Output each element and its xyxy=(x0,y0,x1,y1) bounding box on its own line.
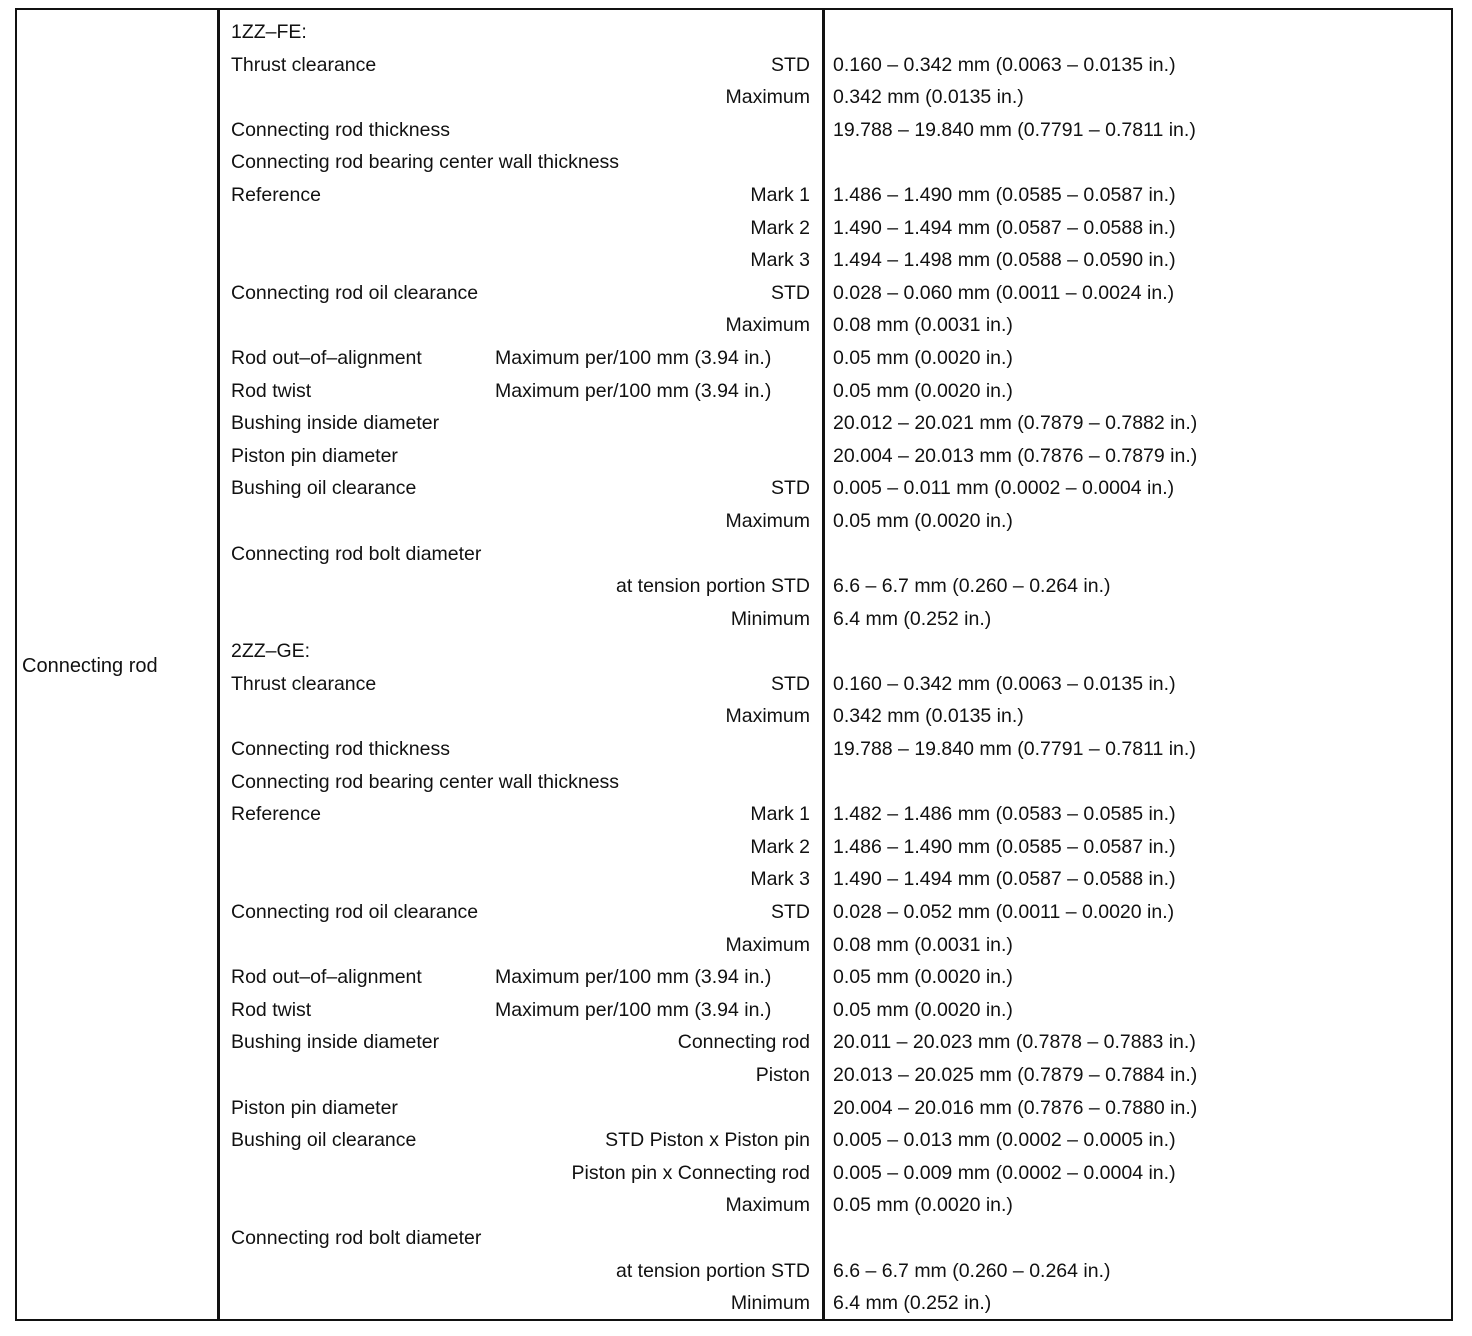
spec-value: 20.004 – 20.016 mm (0.7876 – 0.7880 in.) xyxy=(833,1096,1198,1119)
spec-condition: Maximum xyxy=(725,933,810,956)
spec-value: 6.6 – 6.7 mm (0.260 – 0.264 in.) xyxy=(833,575,1111,598)
spec-condition: STD xyxy=(771,477,810,500)
spec-value: 6.4 mm (0.252 in.) xyxy=(833,607,992,630)
spec-row xyxy=(221,994,1446,1027)
spec-label: Rod out–of–alignment xyxy=(231,346,422,369)
spec-label: Connecting rod thickness xyxy=(231,118,450,141)
spec-label: Rod out–of–alignment xyxy=(231,966,422,989)
spec-row xyxy=(221,179,1446,212)
spec-label: Connecting rod bolt diameter xyxy=(231,542,482,565)
spec-condition: STD xyxy=(771,53,810,76)
spec-row xyxy=(221,244,1446,277)
spec-row xyxy=(221,16,1446,49)
spec-value: 19.788 – 19.840 mm (0.7791 – 0.7811 in.) xyxy=(833,118,1196,141)
spec-value: 0.05 mm (0.0020 in.) xyxy=(833,379,1013,402)
spec-row xyxy=(221,49,1446,82)
column-divider-left xyxy=(217,8,220,1321)
spec-value: 1.482 – 1.486 mm (0.0583 – 0.0585 in.) xyxy=(833,803,1176,826)
spec-row xyxy=(221,1124,1446,1157)
spec-value: 6.4 mm (0.252 in.) xyxy=(833,1292,992,1315)
spec-label: Reference xyxy=(231,183,321,206)
spec-tolerance-note: Maximum per/100 mm (3.94 in.) xyxy=(495,966,772,989)
spec-condition: STD xyxy=(771,901,810,924)
spec-rows xyxy=(221,16,1446,1320)
spec-row xyxy=(221,538,1446,571)
spec-value: 0.08 mm (0.0031 in.) xyxy=(833,933,1013,956)
spec-row xyxy=(221,1157,1446,1190)
spec-row xyxy=(221,1059,1446,1092)
spec-value: 0.342 mm (0.0135 in.) xyxy=(833,705,1024,728)
spec-value: 0.342 mm (0.0135 in.) xyxy=(833,86,1024,109)
spec-condition: at tension portion STD xyxy=(615,1259,810,1282)
spec-label: Bushing oil clearance xyxy=(231,1129,417,1152)
spec-value: 0.05 mm (0.0020 in.) xyxy=(833,998,1013,1021)
spec-row xyxy=(221,375,1446,408)
spec-condition: Minimum xyxy=(730,607,810,630)
spec-row xyxy=(221,766,1446,799)
spec-condition: Piston xyxy=(755,1064,810,1086)
spec-condition: Maximum xyxy=(725,705,810,728)
spec-row xyxy=(221,277,1446,310)
spec-value: 0.005 – 0.011 mm (0.0002 – 0.0004 in.) xyxy=(833,477,1175,500)
spec-label: Rod twist xyxy=(231,379,312,402)
spec-row xyxy=(221,1092,1446,1125)
spec-row xyxy=(221,831,1446,864)
spec-value: 6.6 – 6.7 mm (0.260 – 0.264 in.) xyxy=(833,1259,1111,1282)
spec-condition: Piston pin x Connecting rod xyxy=(571,1161,810,1184)
spec-row xyxy=(221,961,1446,994)
spec-label: Connecting rod bolt diameter xyxy=(231,1226,482,1249)
spec-row xyxy=(221,114,1446,147)
spec-label: Bushing inside diameter xyxy=(231,412,440,435)
spec-value: 20.013 – 20.025 mm (0.7879 – 0.7884 in.) xyxy=(833,1064,1198,1086)
spec-value: 1.490 – 1.494 mm (0.0587 – 0.0588 in.) xyxy=(833,216,1176,239)
spec-value: 0.028 – 0.060 mm (0.0011 – 0.0024 in.) xyxy=(833,281,1175,304)
spec-value: 0.160 – 0.342 mm (0.0063 – 0.0135 in.) xyxy=(833,672,1176,695)
spec-row xyxy=(221,440,1446,473)
spec-value: 0.08 mm (0.0031 in.) xyxy=(833,314,1013,337)
spec-condition: Mark 3 xyxy=(750,249,810,272)
spec-row xyxy=(221,1287,1446,1320)
spec-row xyxy=(221,896,1446,929)
spec-condition: Mark 1 xyxy=(750,183,810,206)
spec-condition: STD xyxy=(771,672,810,695)
spec-label: Connecting rod bearing center wall thickness xyxy=(231,770,620,793)
spec-label: Connecting rod oil clearance xyxy=(231,281,479,304)
spec-value: 1.490 – 1.494 mm (0.0587 – 0.0588 in.) xyxy=(833,868,1176,891)
spec-label: Bushing inside diameter xyxy=(231,1031,440,1054)
spec-tolerance-note: Maximum per/100 mm (3.94 in.) xyxy=(495,346,772,369)
spec-row xyxy=(221,212,1446,245)
spec-label: Connecting rod oil clearance xyxy=(231,901,479,924)
spec-condition: Maximum xyxy=(725,509,810,532)
spec-row xyxy=(221,1026,1446,1059)
spec-row xyxy=(221,472,1446,505)
spec-label: Reference xyxy=(231,803,321,826)
spec-condition: Mark 2 xyxy=(750,835,810,858)
spec-condition: Mark 2 xyxy=(750,216,810,239)
spec-value: 0.05 mm (0.0020 in.) xyxy=(833,1194,1013,1217)
spec-condition: at tension portion STD xyxy=(615,575,810,598)
spec-row xyxy=(221,309,1446,342)
spec-value: 0.028 – 0.052 mm (0.0011 – 0.0020 in.) xyxy=(833,901,1175,924)
section-label: Connecting rod xyxy=(22,655,158,677)
spec-value: 20.004 – 20.013 mm (0.7876 – 0.7879 in.) xyxy=(833,444,1198,467)
spec-value: 1.494 – 1.498 mm (0.0588 – 0.0590 in.) xyxy=(833,249,1176,272)
spec-value: 0.005 – 0.013 mm (0.0002 – 0.0005 in.) xyxy=(833,1129,1176,1152)
spec-value: 0.05 mm (0.0020 in.) xyxy=(833,966,1013,989)
spec-row xyxy=(221,342,1446,375)
spec-condition: Maximum xyxy=(725,1194,810,1217)
spec-row xyxy=(221,863,1446,896)
spec-row xyxy=(221,603,1446,636)
spec-row xyxy=(221,1189,1446,1222)
spec-value: 20.011 – 20.023 mm (0.7878 – 0.7883 in.) xyxy=(833,1031,1196,1054)
spec-row xyxy=(221,81,1446,114)
spec-row xyxy=(221,570,1446,603)
spec-label: 1ZZ–FE: xyxy=(231,21,307,43)
spec-label: Connecting rod bearing center wall thickness xyxy=(231,151,620,174)
spec-condition: Mark 1 xyxy=(750,803,810,826)
spec-condition: Connecting rod xyxy=(677,1031,810,1054)
spec-row xyxy=(221,700,1446,733)
spec-label: Thrust clearance xyxy=(231,53,377,76)
spec-tolerance-note: Maximum per/100 mm (3.94 in.) xyxy=(495,998,772,1021)
spec-label: 2ZZ–GE: xyxy=(231,640,311,663)
spec-value: 0.160 – 0.342 mm (0.0063 – 0.0135 in.) xyxy=(833,53,1176,76)
spec-row xyxy=(221,407,1446,440)
spec-condition: STD xyxy=(771,281,810,304)
spec-value: 1.486 – 1.490 mm (0.0585 – 0.0587 in.) xyxy=(833,835,1176,858)
spec-value: 0.05 mm (0.0020 in.) xyxy=(833,509,1013,532)
spec-row xyxy=(221,668,1446,701)
spec-row xyxy=(221,798,1446,831)
spec-label: Connecting rod thickness xyxy=(231,738,450,761)
spec-condition: Maximum xyxy=(725,86,810,109)
spec-label: Piston pin diameter xyxy=(231,444,398,467)
spec-row xyxy=(221,733,1446,766)
spec-label: Bushing oil clearance xyxy=(231,477,417,500)
spec-value: 0.005 – 0.009 mm (0.0002 – 0.0004 in.) xyxy=(833,1161,1176,1184)
spec-value: 19.788 – 19.840 mm (0.7791 – 0.7811 in.) xyxy=(833,738,1196,761)
spec-row xyxy=(221,929,1446,962)
spec-row xyxy=(221,1222,1446,1255)
spec-tolerance-note: Maximum per/100 mm (3.94 in.) xyxy=(495,379,772,402)
spec-condition: Maximum xyxy=(725,314,810,337)
spec-row xyxy=(221,146,1446,179)
spec-label: Rod twist xyxy=(231,998,312,1021)
spec-row xyxy=(221,505,1446,538)
spec-value: 0.05 mm (0.0020 in.) xyxy=(833,346,1013,369)
spec-condition: Mark 3 xyxy=(750,868,810,891)
spec-label: Piston pin diameter xyxy=(231,1096,398,1119)
spec-value: 1.486 – 1.490 mm (0.0585 – 0.0587 in.) xyxy=(833,183,1176,206)
spec-label: Thrust clearance xyxy=(231,672,377,695)
spec-condition: STD Piston x Piston pin xyxy=(605,1129,810,1152)
spec-row xyxy=(221,1255,1446,1288)
spec-row xyxy=(221,635,1446,668)
spec-condition: Minimum xyxy=(730,1292,810,1315)
spec-value: 20.012 – 20.021 mm (0.7879 – 0.7882 in.) xyxy=(833,412,1198,435)
